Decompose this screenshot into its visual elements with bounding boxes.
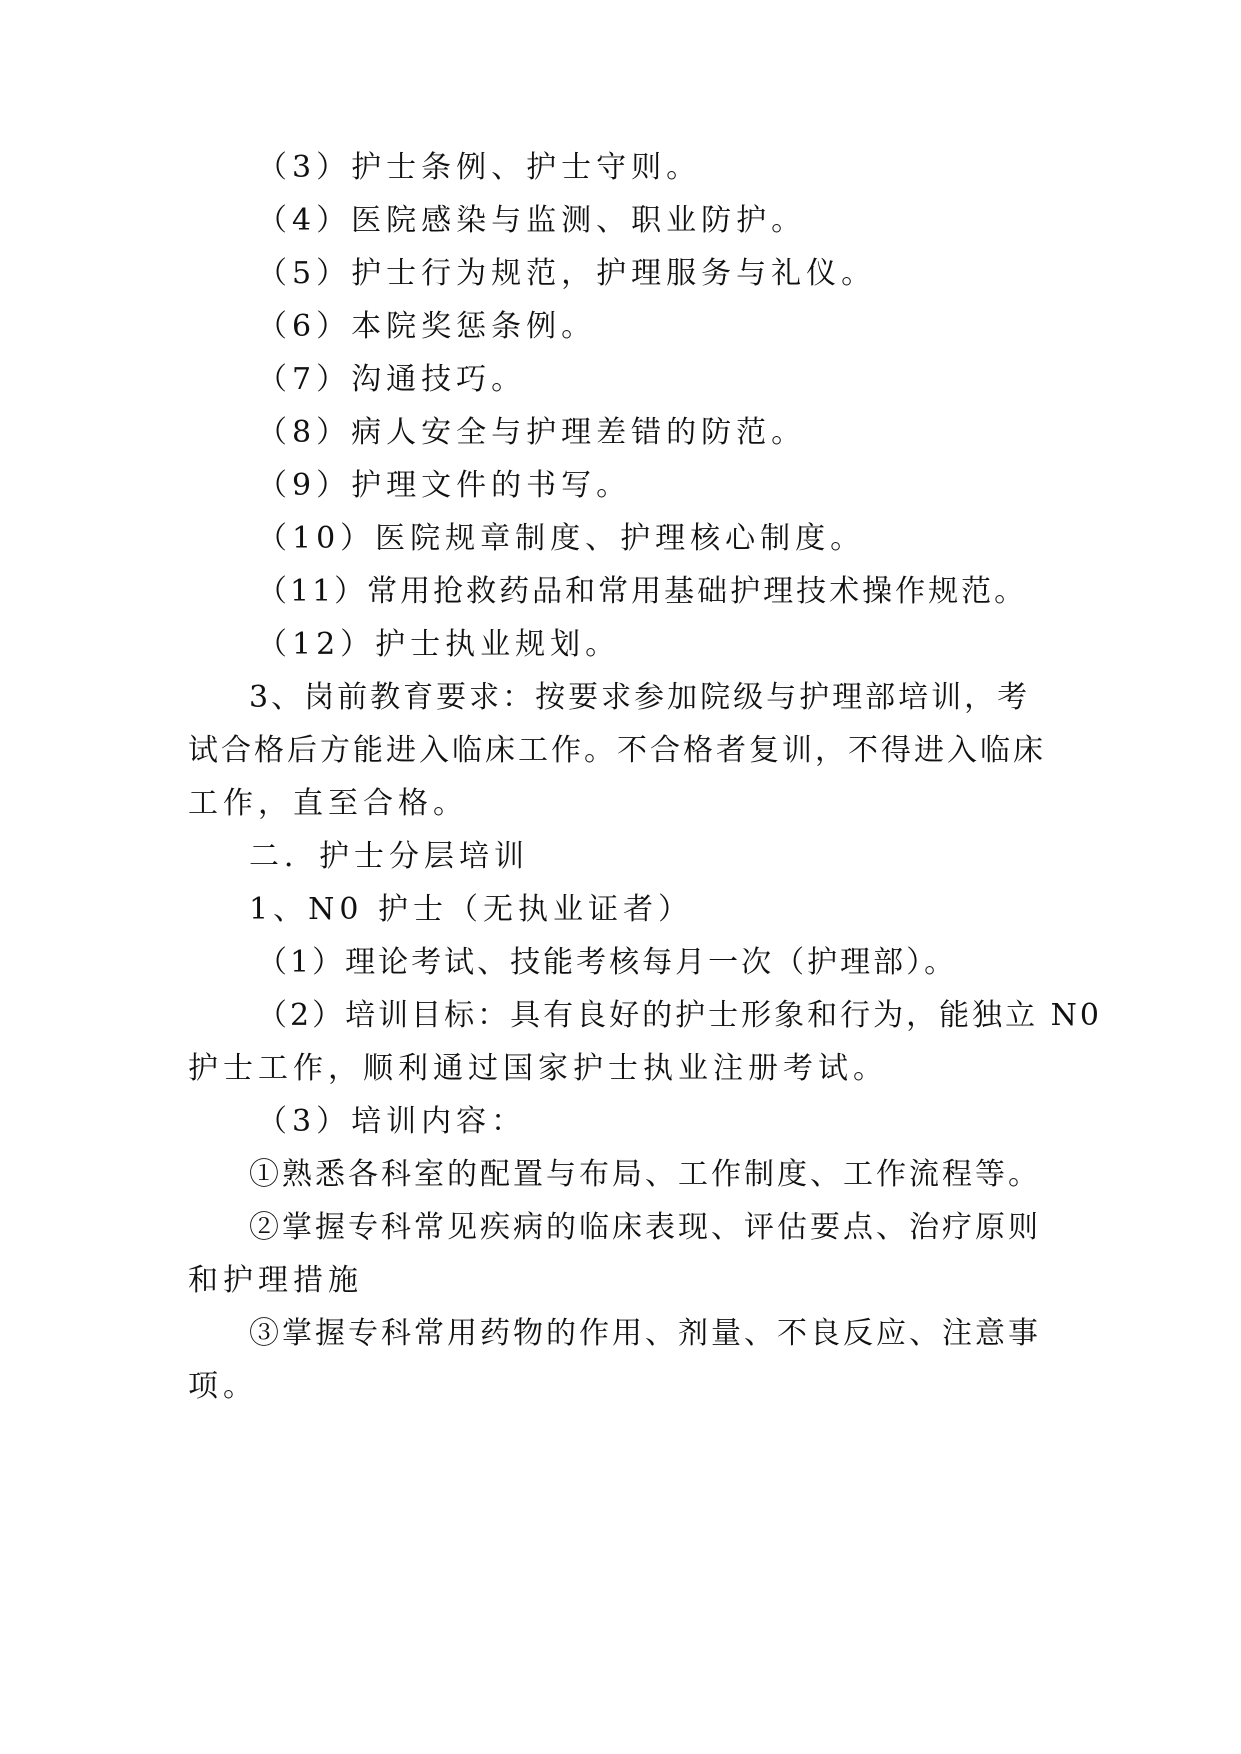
list-item: ③掌握专科常用药物的作用、剂量、不良反应、注意事 [249, 1316, 1041, 1351]
list-item: ②掌握专科常见疾病的临床表现、评估要点、治疗原则 [249, 1210, 1041, 1245]
paragraph-line: 试合格后方能进入临床工作。不合格者复训，不得进入临床 [188, 733, 1046, 768]
list-item-12: （12）护士执业规划。 [257, 627, 621, 662]
list-item-9: （9）护理文件的书写。 [257, 468, 632, 503]
list-item-10: （10）医院规章制度、护理核心制度。 [257, 521, 866, 556]
paragraph-line: 3、岗前教育要求：按要求参加院级与护理部培训，考 [249, 680, 1031, 715]
list-item: （2）培训目标：具有良好的护士形象和行为，能独立 N0 [257, 998, 1102, 1033]
list-item-5: （5）护士行为规范，护理服务与礼仪。 [257, 256, 877, 291]
list-item: ①熟悉各科室的配置与布局、工作制度、工作流程等。 [249, 1157, 1041, 1192]
list-item: （1）理论考试、技能考核每月一次（护理部）。 [257, 945, 958, 980]
paragraph-line: 护士工作，顺利通过国家护士执业注册考试。 [188, 1051, 888, 1086]
list-item-8: （8）病人安全与护理差错的防范。 [257, 415, 807, 450]
paragraph-line: 和护理措施 [188, 1263, 363, 1298]
list-item-4: （4）医院感染与监测、职业防护。 [257, 203, 807, 238]
list-item: （3）培训内容： [257, 1104, 527, 1139]
paragraph-line: 工作，直至合格。 [188, 786, 468, 821]
section-heading: 二．护士分层培训 [249, 839, 529, 874]
list-item-7: （7）沟通技巧。 [257, 362, 527, 397]
paragraph-line: 项。 [188, 1369, 258, 1404]
list-item-11: （11）常用抢救药品和常用基础护理技术操作规范。 [257, 574, 1028, 609]
list-item-6: （6）本院奖惩条例。 [257, 309, 597, 344]
list-item-3: （3）护士条例、护士守则。 [257, 150, 702, 185]
subsection-heading: 1、N0 护士（无执业证者） [249, 892, 693, 927]
